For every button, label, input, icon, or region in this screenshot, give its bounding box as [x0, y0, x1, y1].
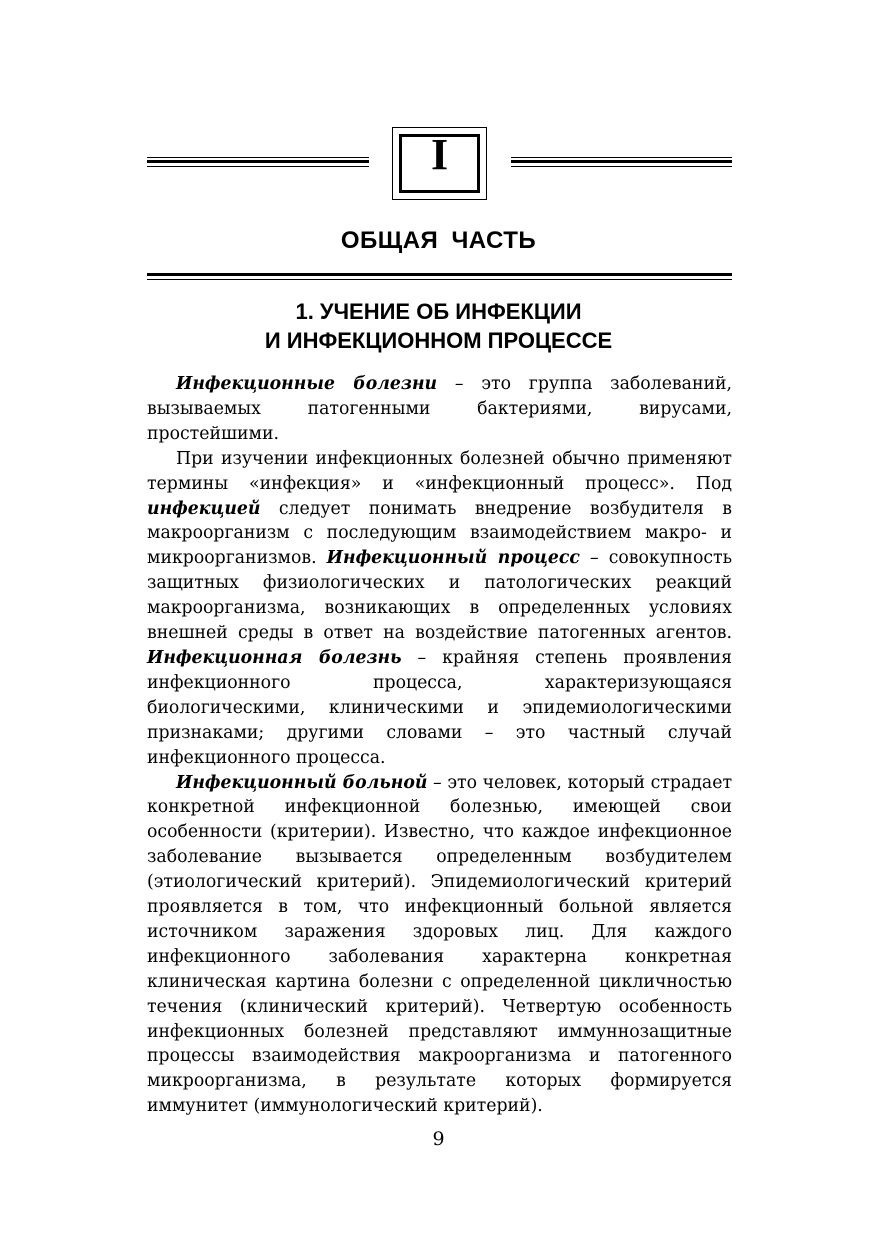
paragraph-2-text-1: При изучении инфекционных болезней обычно применяют термины «инфекция» и «инфекционный процесс». Под: [147, 448, 732, 494]
chapter-title-line-2: И ИНФЕКЦИОННОМ ПРОЦЕССЕ: [264, 328, 613, 353]
term-infection: инфекцией: [147, 498, 261, 519]
paragraph-2-text-2: следует понимать внедрение возбудителя в макроорганизм с последующим взаимодействием макро- и микроорганизмов.: [147, 498, 732, 569]
part-numeral-frame: [392, 127, 487, 200]
chapter-title: [0, 297, 877, 355]
term-infectious-diseases: Инфекционные болезни: [176, 374, 438, 394]
part-numeral: I: [430, 130, 449, 179]
chapter-title-line-1: 1. УЧЕНИЕ ОБ ИНФЕКЦИИ: [295, 299, 582, 324]
paragraph-2: [147, 447, 732, 771]
part-title-underline: [147, 273, 732, 281]
paragraph-1: [147, 372, 732, 447]
left-ornamental-rule: [147, 157, 369, 168]
paragraph-1-text: – это группа заболеваний, вызываемых патогенными бактериями, вирусами, простейшими.: [147, 374, 732, 444]
body-text: [147, 372, 732, 1119]
term-infectious-process: Инфекционный процесс: [326, 548, 580, 569]
paragraph-2-text-4: – крайняя степень проявления инфекционного процесса, характеризующаяся биологическими, клиническими и эпидемиологическими признаками; другими словами – это частный случай инфекционного процесса.: [147, 647, 732, 768]
term-infectious-disease: Инфекционная болезнь: [147, 647, 402, 668]
page-number: 9: [432, 1128, 445, 1150]
paragraph-2-text-3: – совокупность защитных физиологических и патологических реакций макроорганизма, возникающих в определенных условиях внешней среды в ответ на воздействие патогенных агентов.: [147, 548, 732, 644]
term-infectious-patient: Инфекционный больной: [176, 772, 428, 793]
paragraph-3-text: – это человек, который страдает конкретной инфекционной болезнью, имеющей свои особенности (критерии). Известно, что каждое инфекционное заболевание вызывается определенным возбудителем (этиологический критерий). Эпидемиологический критерий проявляется в том, что инфекционный больной является источником заражения здоровых лиц. Для каждого инфекционного заболевания характерна конкретная клиническая картина болезни с определенной цикличностью течения (клинический критерий). Четвертую особенность инфекционных болезней представляют иммуннозащитные процессы взаимодействия макроорганизма и патогенного микроорганизма, в результате которых формируется иммунитет (иммунологический критерий).: [147, 772, 732, 1117]
part-title: ОБЩАЯ ЧАСТЬ: [340, 227, 537, 254]
paragraph-3: [147, 771, 732, 1120]
right-ornamental-rule: [511, 157, 732, 168]
